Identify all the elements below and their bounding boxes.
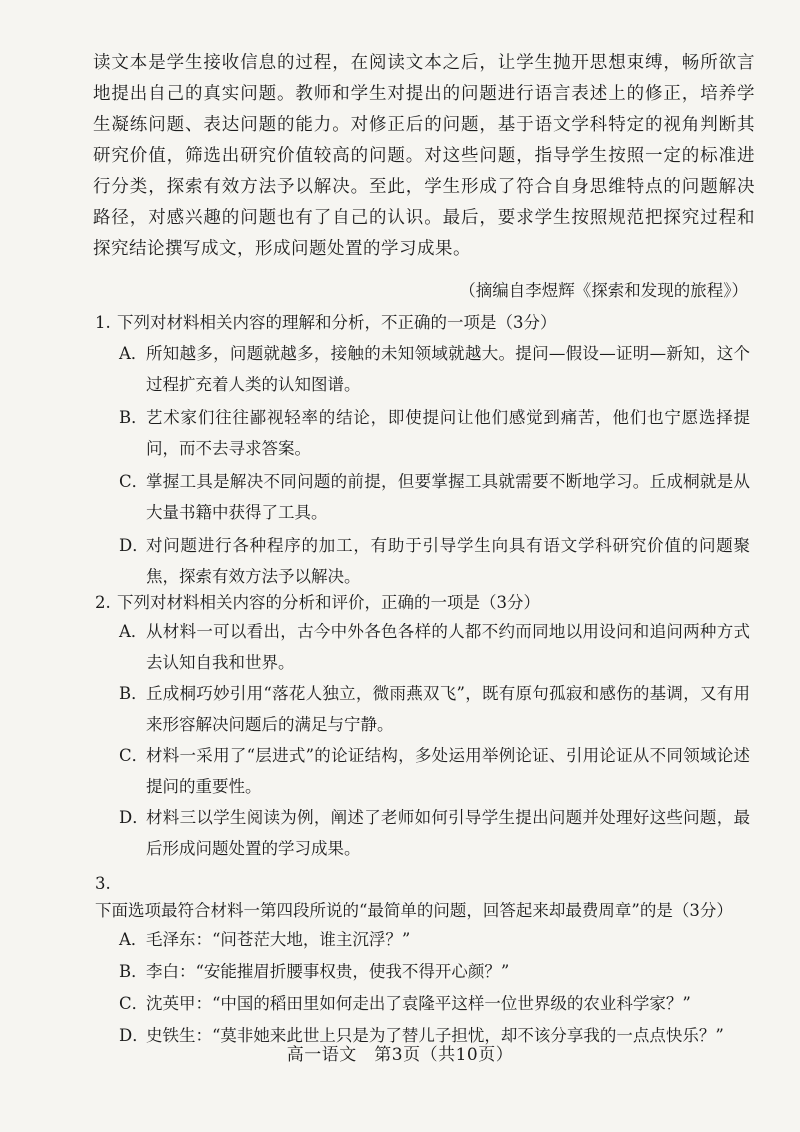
option-text: 丘成桐巧妙引用“落花人独立，微雨燕双飞”，既有原句孤寂和感伤的基调，又有用来形容解决问题后的满足与宁静。: [146, 684, 750, 734]
option-text: 艺术家们往往鄙视轻率的结论，即使提问让他们感觉到痛苦，他们也宁愿选择提问，而不去寻求答案。: [146, 408, 750, 458]
question-number: 2.: [95, 593, 111, 612]
option-letter: A．: [119, 622, 148, 641]
option-c: [95, 466, 750, 528]
question-number: 1.: [95, 313, 111, 332]
option-text: 史铁生：“莫非她来此世上只是为了替儿子担忧，却不该分享我的一点点快乐？”: [146, 1026, 724, 1045]
option-text: 对问题进行各种程序的加工，有助于引导学生向具有语文学科研究价值的问题聚焦，探索有效方法予以解决。: [146, 536, 750, 586]
option-text: 材料一采用了“层进式”的论证结构，多处运用举例论证、引用论证从不同领域论述提问的重要性。: [146, 746, 750, 796]
passage-paragraph: 读文本是学生接收信息的过程，在阅读文本之后，让学生抛开思想束缚，畅所欲言地提出自己的真实问题。教师和学生对提出的问题进行语言表述上的修正，培养学生凝练问题、表达问题的能力。对修正后的问题，基于语文学科特定的视角判断其研究价值，筛选出研究价值较高的问题。对这些问题，指导学生按照一定的标准进行分类，探索有效方法予以解决。至此，学生形成了符合自身思维特点的问题解决路径，对感兴趣的问题也有了自己的认识。最后，要求学生按照规范把探究过程和探究结论撰写成文，形成问题处置的学习成果。: [93, 53, 755, 259]
option-text: 材料三以学生阅读为例，阐述了老师如何引导学生提出问题并处理好这些问题，最后形成问题处置的学习成果。: [146, 808, 750, 858]
option-letter: C．: [119, 746, 149, 765]
option-d: [95, 802, 750, 864]
page-footer: 高一语文 第3页（共10页）: [286, 1045, 514, 1065]
option-letter: D．: [119, 808, 149, 827]
option-letter: A．: [119, 930, 148, 949]
option-text: 从材料一可以看出，古今中外各色各样的人都不约而同地以用设问和追问两种方式去认知自我和世界。: [146, 622, 750, 672]
option-letter: C．: [119, 472, 149, 491]
question-text: 下列对材料相关内容的理解和分析，不正确的一项是（3分）: [117, 313, 557, 332]
option-text: 所知越多，问题就越多，接触的未知领域就越大。提问—假设—证明—新知，这个过程扩充着人类的认知图谱。: [146, 344, 750, 394]
question-stem: [95, 309, 750, 336]
option-a: [95, 338, 750, 400]
option-c: [95, 988, 750, 1020]
option-text: 掌握工具是解决不同问题的前提，但要掌握工具就需要不断地学习。丘成桐就是从大量书籍中获得了工具。: [146, 472, 750, 522]
option-letter: D．: [119, 1026, 149, 1045]
option-letter: B．: [119, 684, 148, 703]
question-number: 3.: [95, 874, 111, 893]
option-letter: C．: [119, 994, 149, 1013]
option-text: 李白：“安能摧眉折腰事权贵，使我不得开心颜？”: [146, 962, 510, 981]
option-b: [95, 956, 750, 988]
question-1: [95, 309, 750, 592]
option-a: [95, 924, 750, 956]
reading-passage: [93, 48, 755, 265]
question-3: [95, 870, 750, 1052]
option-letter: D．: [119, 536, 149, 555]
option-text: 毛泽东：“问苍茫大地，谁主沉浮？”: [146, 930, 411, 949]
question-stem: [95, 589, 750, 616]
option-b: [95, 678, 750, 740]
question-stem: [95, 870, 750, 924]
option-letter: A．: [119, 344, 148, 363]
option-c: [95, 740, 750, 802]
option-text: 沈英甲：“中国的稻田里如何走出了袁隆平这样一位世界级的农业科学家？”: [146, 994, 691, 1013]
option-b: [95, 402, 750, 464]
option-letter: B．: [119, 962, 148, 981]
question-text: 下面选项最符合材料一第四段所说的“最简单的问题，回答起来却最费周章”的是（3分）: [95, 901, 733, 920]
option-d: [95, 530, 750, 592]
option-letter: B．: [119, 408, 148, 427]
option-a: [95, 616, 750, 678]
question-2: [95, 589, 750, 864]
passage-source: （摘编自李煜辉《探索和发现的旅程》）: [459, 281, 748, 300]
question-text: 下列对材料相关内容的分析和评价，正确的一项是（3分）: [117, 593, 540, 612]
